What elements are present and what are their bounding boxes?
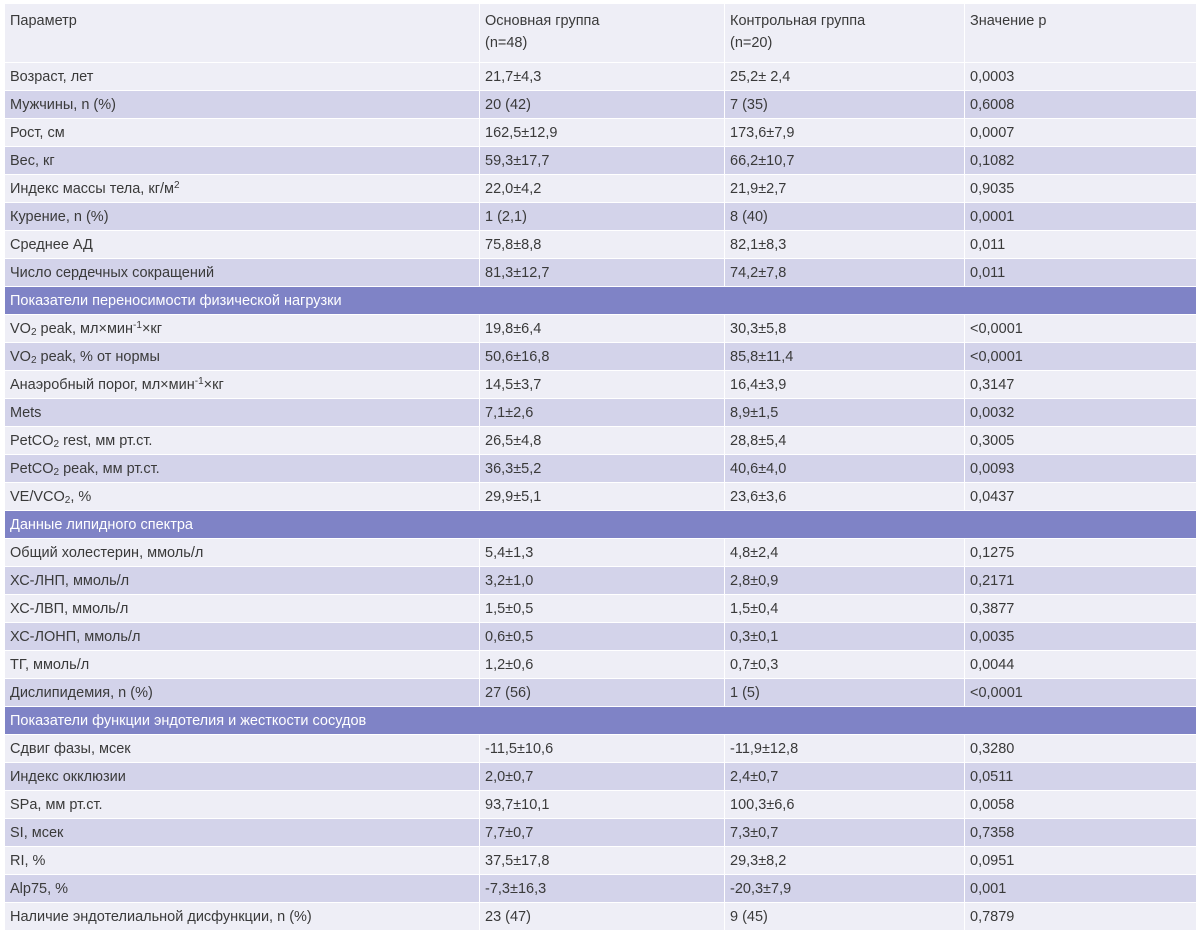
main-cell: 1,2±0,6	[480, 651, 725, 679]
main-cell: 20 (42)	[480, 91, 725, 119]
control-cell: 40,6±4,0	[725, 455, 965, 483]
p-cell: 0,0058	[965, 791, 1196, 819]
control-cell: 4,8±2,4	[725, 539, 965, 567]
header-p-value: Значение р	[965, 4, 1196, 63]
control-cell: 100,3±6,6	[725, 791, 965, 819]
section-header-endothelium	[5, 707, 1196, 735]
param-cell: Наличие эндотелиальной дисфункции, n (%)	[5, 903, 480, 931]
p-cell: 0,0044	[965, 651, 1196, 679]
control-cell: -20,3±7,9	[725, 875, 965, 903]
table-row	[5, 119, 1196, 147]
main-cell: 1 (2,1)	[480, 203, 725, 231]
table-row	[5, 791, 1196, 819]
param-cell: SI, мсек	[5, 819, 480, 847]
p-cell: <0,0001	[965, 679, 1196, 707]
main-cell: -11,5±10,6	[480, 735, 725, 763]
table-row	[5, 763, 1196, 791]
control-cell: 2,4±0,7	[725, 763, 965, 791]
param-cell: $VO_2$ peak, % от нормы	[5, 343, 480, 371]
table-row	[5, 175, 1196, 203]
main-cell: 26,5±4,8	[480, 427, 725, 455]
p-cell: 0,011	[965, 231, 1196, 259]
table-row	[5, 91, 1196, 119]
main-cell: 29,9±5,1	[480, 483, 725, 511]
table-row	[5, 595, 1196, 623]
table-row	[5, 567, 1196, 595]
table-row	[5, 259, 1196, 287]
param-cell: Индекс массы тела, $кг/м^2$	[5, 175, 480, 203]
p-cell: 0,0001	[965, 203, 1196, 231]
control-cell: 25,2± 2,4	[725, 63, 965, 91]
param-cell: Число сердечных сокращений	[5, 259, 480, 287]
control-cell: 1 (5)	[725, 679, 965, 707]
param-cell: RI, %	[5, 847, 480, 875]
param-cell: Вес, кг	[5, 147, 480, 175]
main-cell: 0,6±0,5	[480, 623, 725, 651]
param-cell: ТГ, ммоль/л	[5, 651, 480, 679]
control-cell: 7 (35)	[725, 91, 965, 119]
header-control-group: Контрольная группа (n=20)	[725, 4, 965, 63]
table-row	[5, 371, 1196, 399]
p-cell: 0,001	[965, 875, 1196, 903]
data-table	[5, 4, 1196, 931]
p-cell: 0,011	[965, 259, 1196, 287]
p-cell: 0,7358	[965, 819, 1196, 847]
control-cell: 85,8±11,4	[725, 343, 965, 371]
section-header-lipid	[5, 511, 1196, 539]
param-cell: Alp75, %	[5, 875, 480, 903]
main-cell: 7,1±2,6	[480, 399, 725, 427]
control-cell: 66,2±10,7	[725, 147, 965, 175]
table-row	[5, 399, 1196, 427]
table-header-row	[5, 4, 1196, 63]
param-cell: ХС-ЛНП, ммоль/л	[5, 567, 480, 595]
p-cell: 0,7879	[965, 903, 1196, 931]
table-row	[5, 427, 1196, 455]
table-row	[5, 343, 1196, 371]
section-header-exercise	[5, 287, 1196, 315]
main-cell: 21,7±4,3	[480, 63, 725, 91]
control-cell: 173,6±7,9	[725, 119, 965, 147]
param-cell: Курение, n (%)	[5, 203, 480, 231]
p-cell: 0,0437	[965, 483, 1196, 511]
p-cell: 0,3147	[965, 371, 1196, 399]
p-cell: 0,0032	[965, 399, 1196, 427]
param-cell: PetCO$_2$ peak, мм рт.ст.	[5, 455, 480, 483]
main-cell: 27 (56)	[480, 679, 725, 707]
table-row	[5, 63, 1196, 91]
param-cell: Общий холестерин, ммоль/л	[5, 539, 480, 567]
table-row	[5, 539, 1196, 567]
control-cell: -11,9±12,8	[725, 735, 965, 763]
main-cell: 1,5±0,5	[480, 595, 725, 623]
p-cell: 0,0035	[965, 623, 1196, 651]
main-cell: 5,4±1,3	[480, 539, 725, 567]
p-cell: 0,0007	[965, 119, 1196, 147]
main-cell: 3,2±1,0	[480, 567, 725, 595]
p-cell: 0,9035	[965, 175, 1196, 203]
table-row	[5, 875, 1196, 903]
main-cell: 36,3±5,2	[480, 455, 725, 483]
param-cell: Рост, см	[5, 119, 480, 147]
control-cell: 30,3±5,8	[725, 315, 965, 343]
p-cell: 0,3280	[965, 735, 1196, 763]
table-row	[5, 847, 1196, 875]
param-cell: Возраст, лет	[5, 63, 480, 91]
param-cell: Среднее АД	[5, 231, 480, 259]
main-cell: 50,6±16,8	[480, 343, 725, 371]
p-cell: 0,2171	[965, 567, 1196, 595]
p-cell: 0,0511	[965, 763, 1196, 791]
table-row	[5, 679, 1196, 707]
section-title: Данные липидного спектра	[5, 511, 1196, 539]
control-cell: 23,6±3,6	[725, 483, 965, 511]
param-cell: $VE/VCO_2$, %	[5, 483, 480, 511]
control-cell: 82,1±8,3	[725, 231, 965, 259]
main-cell: 22,0±4,2	[480, 175, 725, 203]
control-cell: 21,9±2,7	[725, 175, 965, 203]
main-cell: 162,5±12,9	[480, 119, 725, 147]
param-cell: $VO_2$ peak, мл×мин$^{-1}$×кг	[5, 315, 480, 343]
table-row	[5, 483, 1196, 511]
control-cell: 7,3±0,7	[725, 819, 965, 847]
header-main-group: Основная группа (n=48)	[480, 4, 725, 63]
param-cell: Mets	[5, 399, 480, 427]
main-cell: 7,7±0,7	[480, 819, 725, 847]
table-row	[5, 903, 1196, 931]
control-cell: 1,5±0,4	[725, 595, 965, 623]
control-cell: 29,3±8,2	[725, 847, 965, 875]
param-cell: Сдвиг фазы, мсек	[5, 735, 480, 763]
main-cell: 37,5±17,8	[480, 847, 725, 875]
param-cell: Анаэробный порог, мл×мин$^{-1}$×кг	[5, 371, 480, 399]
param-cell: PetCO$_2$ rest, мм рт.ст.	[5, 427, 480, 455]
control-cell: 8 (40)	[725, 203, 965, 231]
section-title: Показатели переносимости физической нагрузки	[5, 287, 1196, 315]
table-row	[5, 651, 1196, 679]
table-row	[5, 147, 1196, 175]
p-cell: <0,0001	[965, 315, 1196, 343]
param-cell: Индекс окклюзии	[5, 763, 480, 791]
param-cell: SPa, мм рт.ст.	[5, 791, 480, 819]
param-cell: ХС-ЛВП, ммоль/л	[5, 595, 480, 623]
table-row	[5, 203, 1196, 231]
p-cell: 0,0093	[965, 455, 1196, 483]
control-cell: 9 (45)	[725, 903, 965, 931]
table-row	[5, 623, 1196, 651]
main-cell: 2,0±0,7	[480, 763, 725, 791]
control-cell: 0,3±0,1	[725, 623, 965, 651]
control-cell: 74,2±7,8	[725, 259, 965, 287]
param-cell: Мужчины, n (%)	[5, 91, 480, 119]
param-cell: ХС-ЛОНП, ммоль/л	[5, 623, 480, 651]
section-title: Показатели функции эндотелия и жесткости сосудов	[5, 707, 1196, 735]
header-param: Параметр	[5, 4, 480, 63]
control-cell: 0,7±0,3	[725, 651, 965, 679]
main-cell: 23 (47)	[480, 903, 725, 931]
main-cell: -7,3±16,3	[480, 875, 725, 903]
control-cell: 28,8±5,4	[725, 427, 965, 455]
main-cell: 75,8±8,8	[480, 231, 725, 259]
table-row	[5, 819, 1196, 847]
p-cell: 0,1275	[965, 539, 1196, 567]
control-cell: 16,4±3,9	[725, 371, 965, 399]
p-cell: <0,0001	[965, 343, 1196, 371]
p-cell: 0,0951	[965, 847, 1196, 875]
table-row	[5, 315, 1196, 343]
main-cell: 81,3±12,7	[480, 259, 725, 287]
p-cell: 0,3005	[965, 427, 1196, 455]
table-row	[5, 455, 1196, 483]
control-cell: 2,8±0,9	[725, 567, 965, 595]
table-row	[5, 231, 1196, 259]
main-cell: 14,5±3,7	[480, 371, 725, 399]
p-cell: 0,3877	[965, 595, 1196, 623]
main-cell: 93,7±10,1	[480, 791, 725, 819]
p-cell: 0,1082	[965, 147, 1196, 175]
main-cell: 19,8±6,4	[480, 315, 725, 343]
param-cell: Дислипидемия, n (%)	[5, 679, 480, 707]
p-cell: 0,6008	[965, 91, 1196, 119]
main-cell: 59,3±17,7	[480, 147, 725, 175]
p-cell: 0,0003	[965, 63, 1196, 91]
table-row	[5, 735, 1196, 763]
control-cell: 8,9±1,5	[725, 399, 965, 427]
